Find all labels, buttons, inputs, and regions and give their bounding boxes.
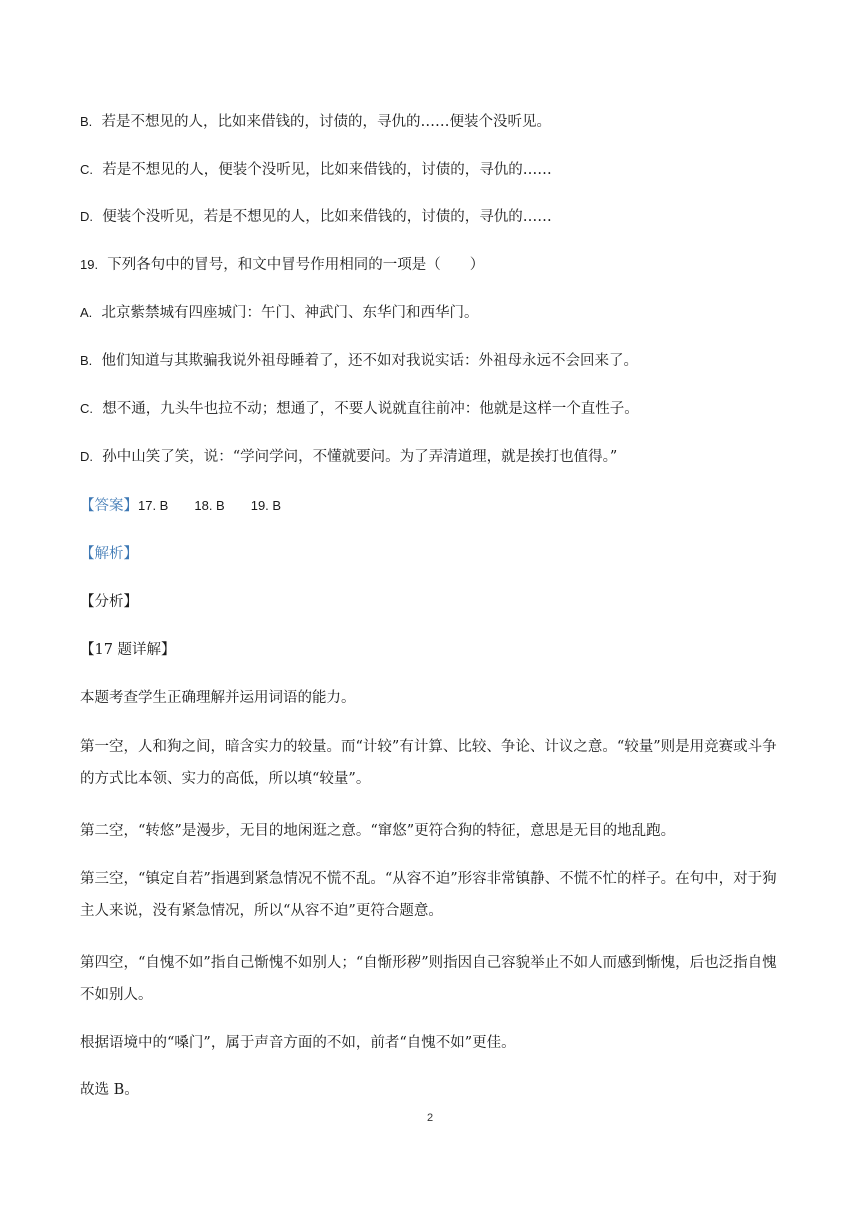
fenxi-label: 【分析】: [80, 594, 138, 610]
explanation-conclusion: 故选 B。: [80, 1082, 139, 1098]
explanation-blank-2: 第二空，“转悠”是漫步，无目的地闲逛之意。“窜悠”更符合狗的特征，意思是无目的地乱跑。: [80, 823, 676, 839]
option-18-d: D. 便装个没听见，若是不想见的人，比如来借钱的，讨债的，寻仇的……: [80, 209, 552, 225]
answer-17: 17. B: [138, 498, 169, 513]
explanation-context: 根据语境中的“嗓门”，属于声音方面的不如，前者“自愧不如”更佳。: [80, 1035, 516, 1051]
analysis-label: 【解析】: [80, 546, 138, 562]
option-19-a: A. 北京紫禁城有四座城门：午门、神武门、东华门和西华门。: [80, 305, 479, 321]
option-19-b: B. 他们知道与其欺骗我说外祖母睡着了，还不如对我说实话：外祖母永远不会回来了。: [80, 353, 639, 369]
explanation-blank-3: 第三空，“镇定自若”指遇到紧急情况不慌不乱。“从容不迫”形容非常镇静、不慌不忙的样子。在句中，对于狗主人来说，没有紧急情况，所以“从容不迫”更符合题意。: [80, 871, 777, 919]
answer-18: 18. B: [194, 498, 225, 513]
detail-17-label: 【17 题详解】: [80, 642, 176, 658]
explanation-blank-4: 第四空，“自愧不如”指自己惭愧不如别人；“自惭形秽”则指因自己容貌举止不如人而感到惭愧，后也泛指自愧不如别人。: [80, 955, 777, 1003]
answer-label: 【答案】: [80, 498, 138, 514]
option-18-c: C. 若是不想见的人，便装个没听见，比如来借钱的，讨债的，寻仇的……: [80, 162, 552, 178]
option-19-d: D. 孙中山笑了笑，说：“学问学问，不懂就要问。为了弄清道理，就是挨打也值得。”: [80, 449, 618, 465]
option-18-b: B. 若是不想见的人，比如来借钱的，讨债的，寻仇的……便装个没听见。: [80, 114, 552, 130]
explanation-intro: 本题考查学生正确理解并运用词语的能力。: [80, 690, 356, 706]
answer-line: [80, 496, 780, 516]
option-19-c: C. 想不通，九头牛也拉不动；想通了，不要人说就直往前冲：他就是这样一个直性子。: [80, 401, 639, 417]
answer-19: 19. B: [250, 498, 282, 513]
question-19-stem: 19. 下列各句中的冒号，和文中冒号作用相同的一项是（ ）: [80, 257, 485, 273]
explanation-blank-1: 第一空，人和狗之间，暗含实力的较量。而“计较”有计算、比较、争论、计议之意。“较量”则是用竞赛或斗争的方式比本领、实力的高低，所以填“较量”。: [80, 739, 777, 787]
page-number: 2: [426, 1112, 434, 1124]
